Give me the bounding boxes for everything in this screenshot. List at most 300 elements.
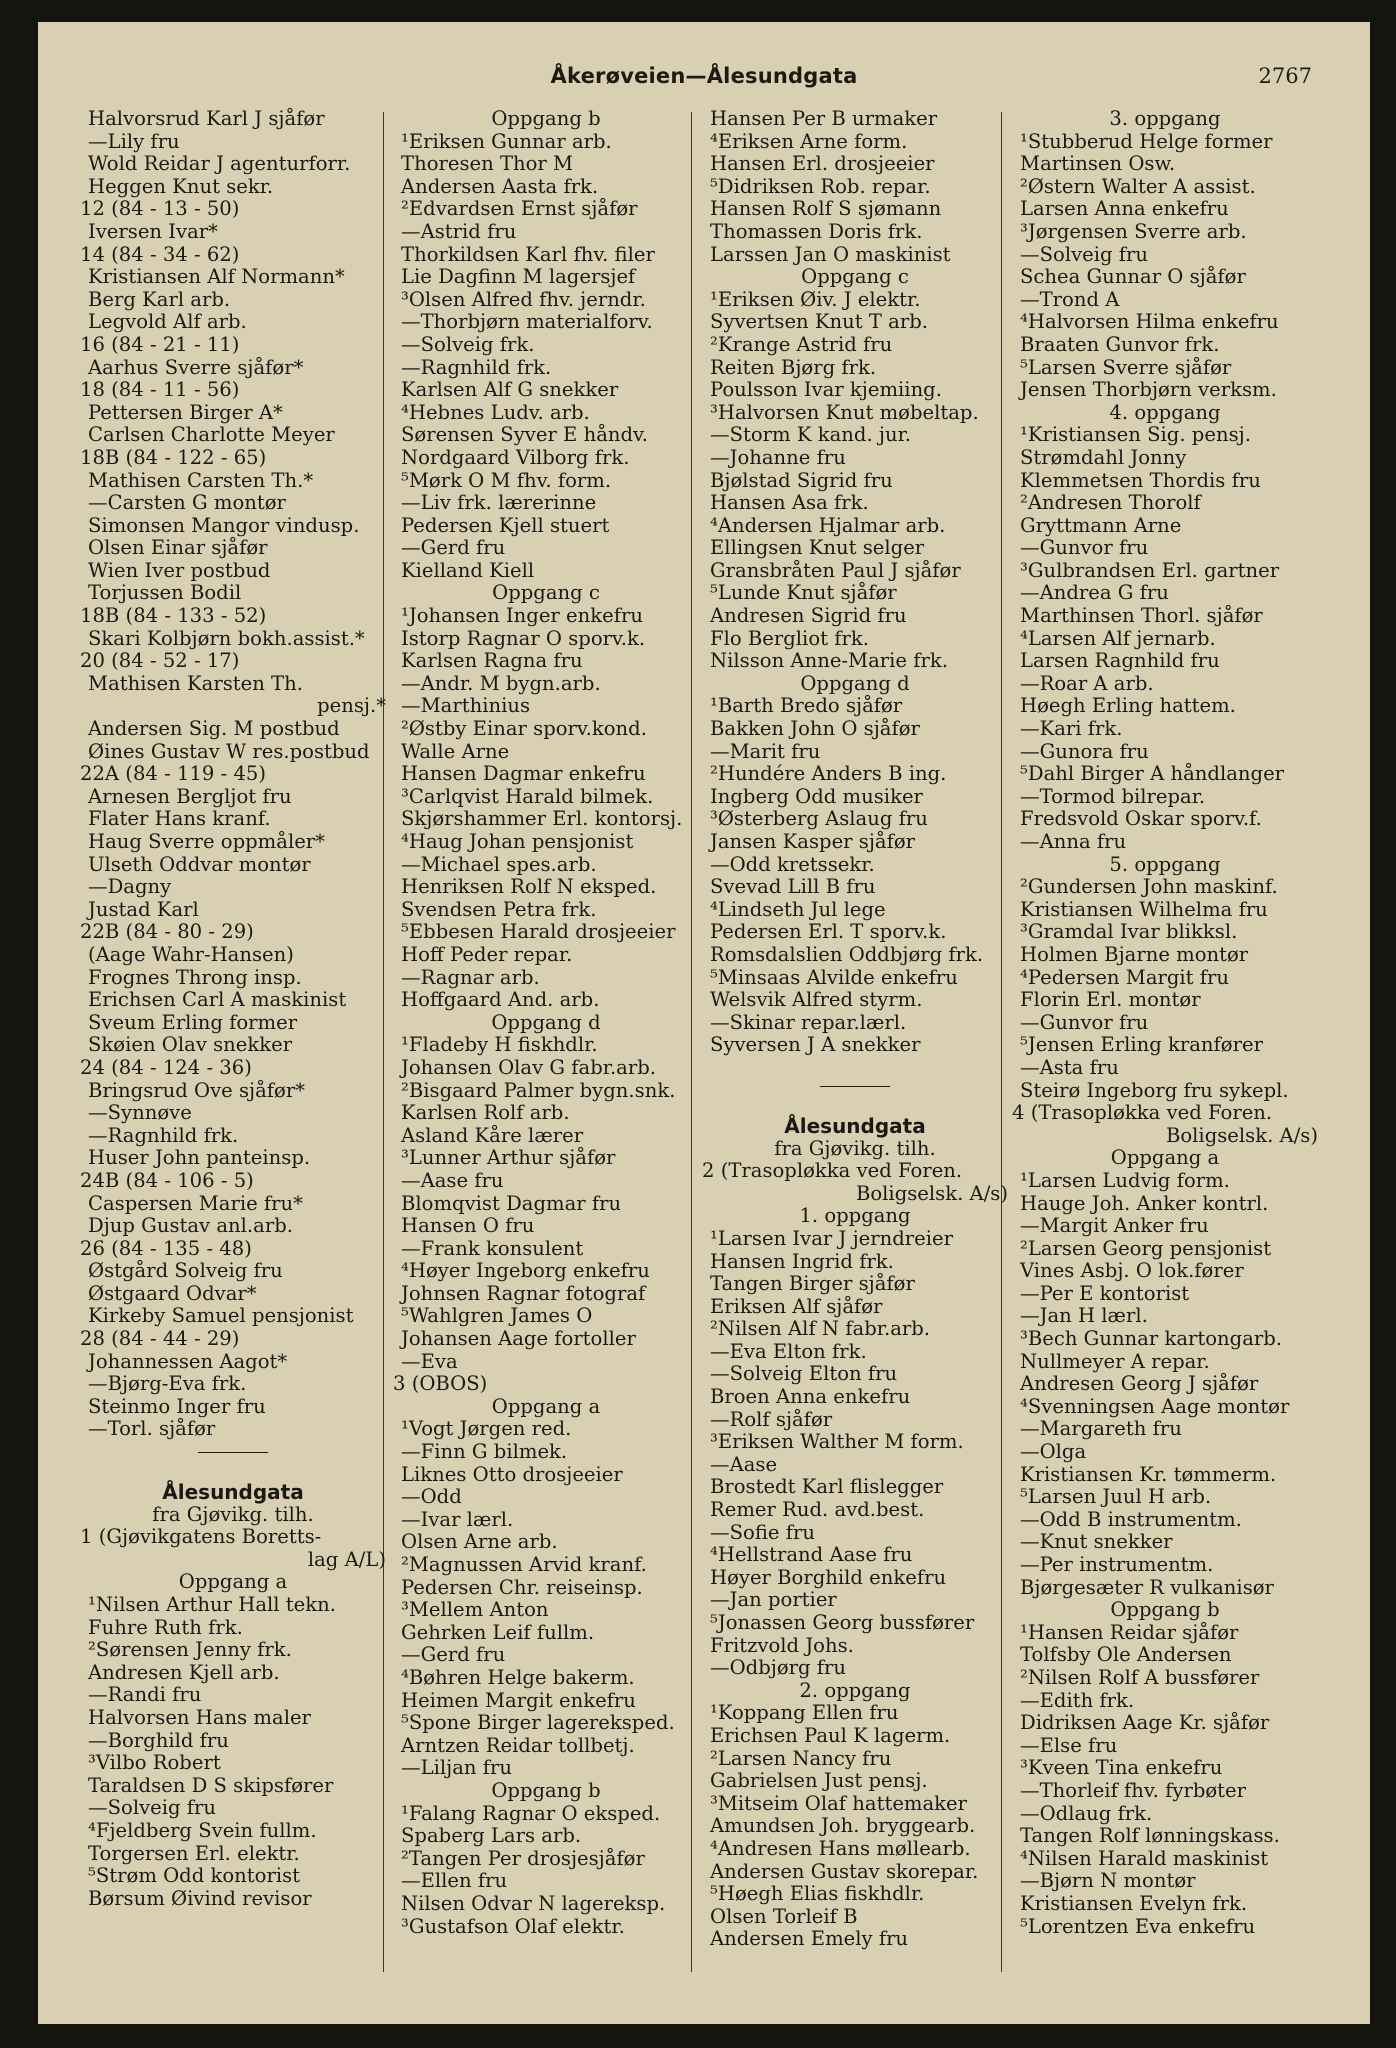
resident-entry: Fritzvold Johs. — [710, 1633, 854, 1657]
resident-entry: ¹Barth Bredo sjåfør — [710, 694, 903, 718]
entrance-heading: 1. oppgang — [799, 1204, 911, 1228]
entrance-heading: 5. oppgang — [1109, 852, 1221, 876]
resident-entry: —Margareth fru — [1020, 1417, 1182, 1441]
resident-entry: ²Hundére Anders B ing. — [710, 762, 947, 786]
house-number-heading: 2 (Trasopløkka ved Foren. — [702, 1159, 963, 1183]
resident-entry: Mathisen Karsten Th. — [88, 671, 303, 695]
resident-entry: —Thorbjørn materialforv. — [401, 310, 653, 334]
resident-entry: Caspersen Marie fru* — [88, 1191, 303, 1215]
resident-entry: —Torl. sjåfør — [88, 1417, 216, 1441]
resident-entry: Huser John panteinsp. — [88, 1146, 311, 1170]
resident-entry: ⁴Haug Johan pensjonist — [401, 830, 634, 853]
resident-entry: ⁵Dahl Birger A håndlanger — [1020, 762, 1285, 786]
resident-entry: —Marit fru — [710, 739, 821, 763]
resident-entry: ¹Stubberud Helge former — [1020, 129, 1273, 153]
resident-entry: —Ellen fru — [401, 1869, 508, 1893]
resident-entry: Aarhus Sverre sjåfør* — [88, 355, 304, 379]
resident-entry: Lie Dagfinn M lagersjef — [401, 265, 636, 289]
resident-entry: Hauge Joh. Anker kontrl. — [1020, 1191, 1269, 1215]
resident-entry: Pedersen Erl. T sporv.k. — [710, 920, 947, 944]
resident-entry: —Eva — [401, 1349, 458, 1373]
resident-entry: ¹Koppang Ellen fru — [710, 1701, 899, 1725]
resident-entry: Hansen Erl. drosjeeier — [710, 152, 935, 176]
resident-entry: Hansen Per B urmaker — [710, 107, 938, 130]
resident-entry: Andresen Georg J sjåfør — [1020, 1372, 1259, 1396]
resident-entry: ²Nilsen Rolf A bussfører — [1020, 1665, 1260, 1689]
resident-entry: Hansen Asa frk. — [710, 491, 869, 515]
resident-entry: Heimen Margit enkefru — [401, 1688, 636, 1712]
resident-entry: Amundsen Joh. bryggearb. — [710, 1814, 976, 1838]
resident-entry: Pettersen Birger A* — [88, 400, 283, 424]
resident-entry: Østgaard Odvar* — [88, 1281, 257, 1305]
resident-entry: —Kari frk. — [1020, 717, 1123, 741]
resident-entry: Hansen O fru — [401, 1214, 535, 1238]
resident-entry: Poulsson Ivar kjemiing. — [710, 378, 942, 402]
resident-entry: —Aase — [710, 1452, 778, 1476]
resident-entry: Kirkeby Samuel pensjonist — [88, 1304, 354, 1328]
resident-entry: Gransbråten Paul J sjåfør — [710, 558, 961, 582]
resident-entry: —Sofie fru — [710, 1520, 815, 1544]
resident-entry: ⁴Pedersen Margit fru — [1020, 965, 1230, 989]
entrance-heading: Oppgang c — [801, 265, 909, 289]
resident-entry: Arnesen Bergljot fru — [88, 784, 292, 808]
resident-entry: ³Eriksen Walther M form. — [710, 1430, 964, 1454]
resident-entry: Larssen Jan O maskinist — [710, 242, 951, 266]
resident-entry: ⁵Ebbesen Harald drosjeeier — [401, 920, 676, 944]
house-number-heading: 3 (OBOS) — [393, 1372, 488, 1396]
resident-entry: Larsen Anna enkefru — [1020, 197, 1229, 221]
resident-entry: ³Kveen Tina enkefru — [1020, 1756, 1223, 1780]
resident-entry: —Solveig fru — [1020, 242, 1149, 266]
resident-entry: —Solveig frk. — [401, 332, 535, 356]
resident-entry: —Per instrumentm. — [1020, 1553, 1214, 1576]
resident-entry: Wien Iver postbud — [88, 558, 271, 582]
resident-entry: Andersen Sig. M postbud — [88, 717, 340, 741]
resident-entry: Eriksen Alf sjåfør — [710, 1294, 883, 1318]
resident-entry: ¹Eriksen Øiv. J elektr. — [710, 287, 921, 311]
resident-entry: Thorkildsen Karl fhv. filer — [401, 242, 655, 266]
resident-entry: Hoffgaard And. arb. — [401, 988, 600, 1012]
resident-entry: Pedersen Kjell stuert — [401, 513, 610, 537]
resident-entry: —Randi fru — [88, 1683, 202, 1707]
resident-entry: ⁵Spone Birger lagereksped. — [401, 1711, 675, 1735]
resident-entry: —Lily fru — [88, 129, 180, 153]
resident-entry: —Olga — [1020, 1440, 1087, 1464]
resident-entry: Olsen Einar sjåfør — [88, 536, 268, 560]
resident-entry: Florin Erl. montør — [1020, 988, 1201, 1012]
resident-entry: Halvorsen Hans maler — [88, 1705, 311, 1729]
house-number-heading: 14 (84 - 34 - 62) — [80, 242, 240, 266]
resident-entry: Broen Anna enkefru — [710, 1385, 911, 1409]
resident-entry: Didriksen Aage Kr. sjåfør — [1020, 1711, 1270, 1735]
resident-entry: Kielland Kiell — [401, 558, 535, 582]
resident-entry: Nordgaard Vilborg frk. — [401, 445, 630, 469]
resident-entry: ²Østern Walter A assist. — [1020, 174, 1256, 198]
street-heading: Ålesundgata — [162, 1480, 304, 1505]
spacer — [80, 1463, 386, 1481]
resident-entry: Johnsen Ragnar fotograf — [401, 1281, 646, 1305]
continuation-line: Boligselsk. A/s) — [1165, 1123, 1318, 1147]
resident-entry: Skøien Olav snekker — [88, 1033, 293, 1057]
resident-entry: Braaten Gunvor frk. — [1020, 332, 1220, 356]
resident-entry: Vines Asbj. O lok.fører — [1020, 1259, 1244, 1283]
house-number-heading: 22B (84 - 80 - 29) — [80, 920, 254, 944]
resident-entry: ⁵Wahlgren James O — [401, 1304, 593, 1328]
resident-entry: Erichsen Paul K lagerm. — [710, 1723, 951, 1747]
resident-entry: —Ragnhild frk. — [88, 1123, 239, 1147]
resident-entry: (Aage Wahr-Hansen) — [88, 942, 294, 966]
entrance-heading: 2. oppgang — [799, 1678, 911, 1702]
resident-entry: —Rolf sjåfør — [710, 1407, 833, 1431]
resident-entry: Andersen Emely fru — [710, 1927, 909, 1951]
resident-entry: Gryttmann Arne — [1020, 513, 1182, 537]
resident-entry: Thomassen Doris frk. — [710, 219, 923, 243]
resident-entry: Romsdalslien Oddbjørg frk. — [710, 942, 984, 966]
entrance-heading: Oppgang d — [491, 1010, 601, 1034]
resident-entry: —Solveig fru — [88, 1796, 217, 1820]
resident-entry: Nullmeyer A repar. — [1020, 1349, 1210, 1373]
resident-entry: ⁵Didriksen Rob. repar. — [710, 174, 931, 198]
resident-entry: Legvold Alf arb. — [88, 310, 247, 334]
resident-entry: —Ragnhild frk. — [401, 355, 552, 379]
resident-entry: Karlsen Alf G snekker — [401, 378, 619, 402]
resident-entry: Walle Arne — [401, 739, 510, 763]
house-number-heading: 22A (84 - 119 - 45) — [80, 762, 267, 786]
resident-entry: ²Tangen Per drosjesjåfør — [401, 1846, 645, 1870]
resident-entry: ⁴Fjeldberg Svein fullm. — [88, 1818, 317, 1842]
resident-entry: —Ivar lærl. — [401, 1507, 514, 1531]
resident-entry: —Liv frk. lærerinne — [401, 491, 597, 515]
resident-entry: ⁵Mørk O M fhv. form. — [401, 468, 612, 492]
resident-entry: Jensen Thorbjørn verksm. — [1020, 378, 1277, 402]
resident-entry: ³Olsen Alfred fhv. jerndr. — [401, 287, 646, 311]
resident-entry: Sveum Erling former — [88, 1010, 298, 1034]
resident-entry: ⁵Larsen Sverre sjåfør — [1020, 355, 1232, 379]
resident-entry: Johansen Olav G fabr.arb. — [401, 1055, 656, 1079]
entrance-heading: 3. oppgang — [1109, 107, 1221, 130]
entrance-heading: Oppgang d — [800, 671, 910, 695]
resident-entry: —Gerd fru — [401, 536, 506, 560]
resident-entry: Reiten Bjørg frk. — [710, 355, 877, 379]
resident-entry: ³Halvorsen Knut møbeltap. — [710, 400, 979, 424]
section-divider — [80, 1441, 386, 1463]
resident-entry: ⁵Lorentzen Eva enkefru — [1020, 1914, 1256, 1938]
resident-entry: Jansen Kasper sjåfør — [710, 830, 915, 853]
resident-entry: Welsvik Alfred styrm. — [710, 988, 923, 1012]
resident-entry: —Synnøve — [88, 1101, 192, 1125]
resident-entry: Østgård Solveig fru — [88, 1259, 283, 1283]
resident-entry: —Ragnar arb. — [401, 965, 540, 989]
resident-entry: Steinmo Inger fru — [88, 1394, 266, 1418]
resident-entry: —Else fru — [1020, 1733, 1118, 1757]
resident-entry: —Bjørg-Eva frk. — [88, 1372, 247, 1396]
house-number-heading: 12 (84 - 13 - 50) — [80, 197, 240, 221]
resident-entry: —Storm K kand. jur. — [710, 423, 912, 447]
resident-entry: ²Gundersen John maskinf. — [1020, 875, 1278, 899]
resident-entry: —Odlaug frk. — [1020, 1801, 1153, 1825]
resident-entry: Strømdahl Jonny — [1020, 445, 1187, 469]
resident-entry: Kristiansen Wilhelma fru — [1020, 897, 1268, 921]
resident-entry: Taraldsen D S skipsfører — [88, 1773, 334, 1797]
resident-entry: ³Lunner Arthur sjåfør — [401, 1146, 616, 1170]
house-number-heading: 26 (84 - 135 - 48) — [80, 1236, 252, 1260]
house-number-heading: 24 (84 - 124 - 36) — [80, 1055, 252, 1079]
resident-entry: ²Sørensen Jenny frk. — [88, 1638, 292, 1662]
resident-entry: Frognes Throng insp. — [88, 965, 302, 989]
house-number-heading: 28 (84 - 44 - 29) — [80, 1327, 240, 1351]
resident-entry: Haug Sverre oppmåler* — [88, 830, 325, 853]
resident-entry: Arntzen Reidar tollbetj. — [401, 1733, 635, 1757]
resident-entry: ⁵Høegh Elias fiskhdlr. — [710, 1882, 925, 1906]
resident-entry: —Gunvor fru — [1020, 1010, 1149, 1034]
resident-entry: Svendsen Petra frk. — [401, 897, 597, 921]
street-heading: Ålesundgata — [784, 1113, 926, 1138]
entrance-heading: fra Gjøvikg. tilh. — [152, 1502, 314, 1526]
resident-entry: ²Bisgaard Palmer bygn.snk. — [401, 1078, 676, 1102]
resident-entry: ¹Larsen Ivar J jerndreier — [710, 1226, 953, 1250]
resident-entry: —Odbjørg fru — [710, 1656, 846, 1680]
entrance-heading: Oppgang c — [492, 581, 600, 605]
resident-entry: —Astrid fru — [401, 219, 517, 243]
resident-entry: —Andrea G fru — [1020, 581, 1169, 605]
resident-entry: ²Edvardsen Ernst sjåfør — [401, 197, 638, 221]
resident-entry: Gehrken Leif fullm. — [401, 1620, 595, 1644]
resident-entry: ¹Falang Ragnar O eksped. — [401, 1801, 661, 1825]
resident-entry: Høegh Erling hattem. — [1020, 694, 1236, 718]
resident-entry: ⁵Lunde Knut sjåfør — [710, 581, 897, 605]
resident-entry: Andresen Kjell arb. — [88, 1660, 280, 1684]
resident-entry: ⁵Larsen Juul H arb. — [1020, 1485, 1212, 1509]
spacer — [702, 1097, 1008, 1115]
resident-entry: Nilsen Odvar N lagereksp. — [401, 1891, 666, 1915]
resident-entry: ³Bech Gunnar kartongarb. — [1020, 1327, 1283, 1351]
house-number-heading: 18B (84 - 122 - 65) — [80, 445, 267, 469]
resident-entry: —Frank konsulent — [401, 1236, 584, 1260]
resident-entry: ³Vilbo Robert — [88, 1751, 221, 1775]
entrance-heading: Oppgang b — [491, 107, 601, 130]
resident-entry: Øines Gustav W res.postbud — [88, 739, 370, 763]
resident-entry: ⁴Hebnes Ludv. arb. — [401, 400, 590, 424]
resident-entry: ²Andresen Thorolf — [1020, 491, 1201, 515]
resident-entry: —Johanne fru — [710, 445, 846, 469]
column-3 — [702, 108, 1008, 1951]
resident-entry: —Tormod bilrepar. — [1020, 784, 1206, 808]
resident-entry: —Odd — [401, 1485, 462, 1509]
resident-entry: Larsen Ragnhild fru — [1020, 649, 1220, 673]
resident-entry: Djup Gustav anl.arb. — [88, 1214, 293, 1238]
resident-entry: ³Mellem Anton — [401, 1598, 549, 1622]
resident-entry: ³Gulbrandsen Erl. gartner — [1020, 558, 1280, 582]
resident-entry: Remer Rud. avd.best. — [710, 1498, 925, 1522]
resident-entry: ⁴Hellstrand Aase fru — [710, 1543, 913, 1567]
page-number: 2767 — [1258, 64, 1312, 88]
resident-entry: Flater Hans kranf. — [88, 807, 271, 831]
resident-entry: Mathisen Carsten Th.* — [88, 468, 314, 492]
resident-entry: —Andr. M bygn.arb. — [401, 671, 601, 695]
resident-entry: ⁴Bøhren Helge bakerm. — [401, 1665, 635, 1689]
resident-entry: —Asta fru — [1020, 1055, 1119, 1079]
resident-entry: Berg Karl arb. — [88, 287, 231, 311]
resident-entry: Iversen Ivar* — [88, 219, 218, 243]
resident-entry: Schea Gunnar O sjåfør — [1020, 265, 1246, 289]
resident-entry: —Marthinius — [401, 694, 531, 718]
resident-entry: Olsen Torleif B — [710, 1904, 858, 1928]
running-head: Åkerøveien—Ålesundgata — [550, 64, 858, 88]
resident-entry: ³Gustafson Olaf elektr. — [401, 1914, 625, 1938]
resident-entry: —Solveig Elton fru — [710, 1362, 898, 1386]
resident-entry: ²Krange Astrid fru — [710, 332, 893, 356]
resident-entry: —Eva Elton frk. — [710, 1339, 867, 1363]
resident-entry: —Odd kretssekr. — [710, 852, 875, 876]
column-2 — [393, 108, 699, 1938]
resident-entry: ¹Larsen Ludvig form. — [1020, 1168, 1230, 1192]
resident-entry: Syvertsen Knut T arb. — [710, 310, 928, 334]
resident-entry: Andersen Aasta frk. — [401, 174, 599, 198]
house-number-heading: 18B (84 - 133 - 52) — [80, 604, 267, 628]
resident-entry: ³Østerberg Aslaug fru — [710, 807, 928, 831]
resident-entry: Wold Reidar J agenturforr. — [88, 152, 351, 176]
resident-entry: ¹Eriksen Gunnar arb. — [401, 129, 612, 153]
resident-entry: Ellingsen Knut selger — [710, 536, 925, 560]
resident-entry: —Anna fru — [1020, 830, 1127, 853]
spacer — [702, 1057, 1008, 1075]
column-1 — [80, 108, 386, 1910]
resident-entry: —Gerd fru — [401, 1643, 506, 1667]
resident-entry: —Knut snekker — [1020, 1530, 1173, 1554]
resident-entry: ¹Johansen Inger enkefru — [401, 604, 643, 628]
entrance-heading: Oppgang a — [1110, 1146, 1220, 1170]
resident-entry: —Margit Anker fru — [1020, 1214, 1209, 1238]
resident-entry: ²Nilsen Alf N fabr.arb. — [710, 1317, 931, 1341]
resident-entry: Thoresen Thor M — [401, 152, 574, 176]
resident-entry: Tangen Birger sjåfør — [710, 1272, 915, 1296]
resident-entry: Torjussen Bodil — [88, 581, 242, 605]
resident-entry: Flo Bergliot frk. — [710, 626, 869, 650]
resident-entry: Andersen Gustav skorepar. — [710, 1859, 979, 1883]
resident-entry: Torgersen Erl. elektr. — [88, 1841, 300, 1865]
resident-entry: Erichsen Carl A maskinist — [88, 988, 347, 1012]
resident-entry: Svevad Lill B fru — [710, 875, 876, 899]
resident-entry: —Finn G bilmek. — [401, 1440, 568, 1464]
resident-entry: Tangen Rolf lønningskass. — [1020, 1824, 1280, 1848]
resident-entry: —Bjørn N montør — [1020, 1869, 1196, 1893]
resident-entry: Klemmetsen Thordis fru — [1020, 468, 1261, 492]
resident-entry: Simonsen Mangor vindusp. — [88, 513, 360, 537]
resident-entry: Hansen Dagmar enkefru — [401, 762, 646, 786]
resident-entry: Olsen Arne arb. — [401, 1530, 558, 1554]
resident-entry: —Michael spes.arb. — [401, 852, 597, 876]
resident-entry: Syversen J A snekker — [710, 1033, 921, 1057]
resident-entry: Hoff Peder repar. — [401, 942, 573, 966]
continuation-line: Boligselsk. A/s) — [855, 1181, 1008, 1205]
resident-entry: ¹Nilsen Arthur Hall tekn. — [88, 1593, 336, 1616]
resident-entry: Sørensen Syver E håndv. — [401, 423, 649, 447]
page-header — [38, 64, 1370, 104]
resident-entry: ⁴Lindseth Jul lege — [710, 897, 886, 921]
resident-entry: —Dagny — [88, 875, 172, 899]
resident-entry: Holmen Bjarne montør — [1020, 942, 1249, 966]
resident-entry: Kristiansen Alf Normann* — [88, 265, 345, 289]
house-number-heading: 18 (84 - 11 - 56) — [80, 378, 240, 402]
section-divider — [702, 1075, 1008, 1097]
resident-entry: —Gunora fru — [1020, 739, 1149, 763]
resident-entry: Johansen Aage fortoller — [401, 1327, 636, 1351]
resident-entry: Hansen Ingrid frk. — [710, 1249, 894, 1273]
resident-entry: Skari Kolbjørn bokh.assist.* — [88, 626, 365, 650]
resident-entry: Liknes Otto drosjeeier — [401, 1462, 623, 1486]
resident-entry: ⁴Nilsen Harald maskinist — [1020, 1846, 1269, 1870]
resident-entry: Andresen Sigrid fru — [710, 604, 907, 628]
resident-entry: ⁴Høyer Ingeborg enkefru — [401, 1259, 650, 1283]
resident-entry: Carlsen Charlotte Meyer — [88, 423, 335, 447]
resident-entry: ⁴Svenningsen Aage montør — [1020, 1394, 1290, 1418]
resident-entry: ²Østby Einar sporv.kond. — [401, 717, 647, 741]
resident-entry: ²Larsen Georg pensjonist — [1020, 1236, 1272, 1260]
resident-entry: ⁵Jonassen Georg bussfører — [710, 1611, 975, 1634]
resident-entry: Spaberg Lars arb. — [401, 1824, 582, 1848]
resident-entry: —Liljan fru — [401, 1756, 512, 1780]
resident-entry: Steirø Ingeborg fru sykepl. — [1020, 1078, 1289, 1102]
resident-entry: Karlsen Ragna fru — [401, 649, 583, 673]
resident-entry: Blomqvist Dagmar fru — [401, 1191, 622, 1215]
continuation-line: pensj.* — [317, 694, 386, 718]
resident-entry: —Borghild fru — [88, 1728, 229, 1752]
resident-entry: ²Larsen Nancy fru — [710, 1746, 892, 1770]
resident-entry: —Thorleif fhv. fyrbøter — [1020, 1778, 1246, 1802]
house-number-heading: 4 (Trasopløkka ved Foren. — [1012, 1101, 1273, 1125]
resident-entry: —Odd B instrumentm. — [1020, 1507, 1242, 1531]
resident-entry: Marthinsen Thorl. sjåfør — [1020, 604, 1263, 628]
resident-entry: Ingberg Odd musiker — [710, 784, 923, 808]
resident-entry: Heggen Knut sekr. — [88, 174, 274, 198]
resident-entry: Fuhre Ruth frk. — [88, 1615, 243, 1639]
entrance-heading: Oppgang a — [491, 1394, 601, 1418]
resident-entry: Justad Karl — [88, 897, 199, 921]
resident-entry: ⁴Eriksen Arne form. — [710, 129, 908, 153]
resident-entry: Hansen Rolf S sjømann — [710, 197, 942, 221]
resident-entry: Bjørgesæter R vulkanisør — [1020, 1575, 1274, 1599]
resident-entry: ³Mitseim Olaf hattemaker — [710, 1791, 968, 1815]
resident-entry: Bringsrud Ove sjåfør* — [88, 1078, 305, 1102]
resident-entry: Ulseth Oddvar montør — [88, 852, 311, 876]
resident-entry: —Carsten G montør — [88, 491, 286, 515]
resident-entry: ¹Fladeby H fiskhdlr. — [401, 1033, 598, 1057]
resident-entry: Karlsen Rolf arb. — [401, 1101, 570, 1125]
resident-entry: ⁴Halvorsen Hilma enkefru — [1020, 310, 1279, 334]
resident-entry: Asland Kåre lærer — [401, 1123, 584, 1147]
resident-entry: —Trond A — [1020, 287, 1120, 311]
column-4 — [1012, 108, 1318, 1938]
resident-entry: ⁴Andresen Hans møllearb. — [710, 1836, 971, 1860]
resident-entry: Henriksen Rolf N eksped. — [401, 875, 657, 899]
resident-entry: —Gunvor fru — [1020, 536, 1149, 560]
resident-entry: ⁵Strøm Odd kontorist — [88, 1864, 301, 1888]
resident-entry: —Skinar repar.lærl. — [710, 1010, 907, 1034]
house-number-heading: 24B (84 - 106 - 5) — [80, 1168, 254, 1192]
resident-entry: —Roar A arb. — [1020, 671, 1154, 695]
resident-entry: ⁴Andersen Hjalmar arb. — [710, 513, 946, 537]
resident-entry: Martinsen Osw. — [1020, 152, 1176, 176]
resident-entry: Kristiansen Evelyn frk. — [1020, 1891, 1248, 1915]
resident-entry: Bakken John O sjåfør — [710, 717, 920, 741]
resident-entry: Skjørshammer Erl. kontorsj. — [401, 807, 683, 831]
resident-entry: ²Magnussen Arvid kranf. — [401, 1553, 647, 1576]
resident-entry: Høyer Borghild enkefru — [710, 1565, 947, 1589]
resident-entry: ¹Hansen Reidar sjåfør — [1020, 1620, 1239, 1644]
resident-entry: Halvorsrud Karl J sjåfør — [88, 107, 325, 130]
resident-entry: Nilsson Anne-Marie frk. — [710, 649, 948, 673]
resident-entry: —Jan portier — [710, 1588, 837, 1612]
